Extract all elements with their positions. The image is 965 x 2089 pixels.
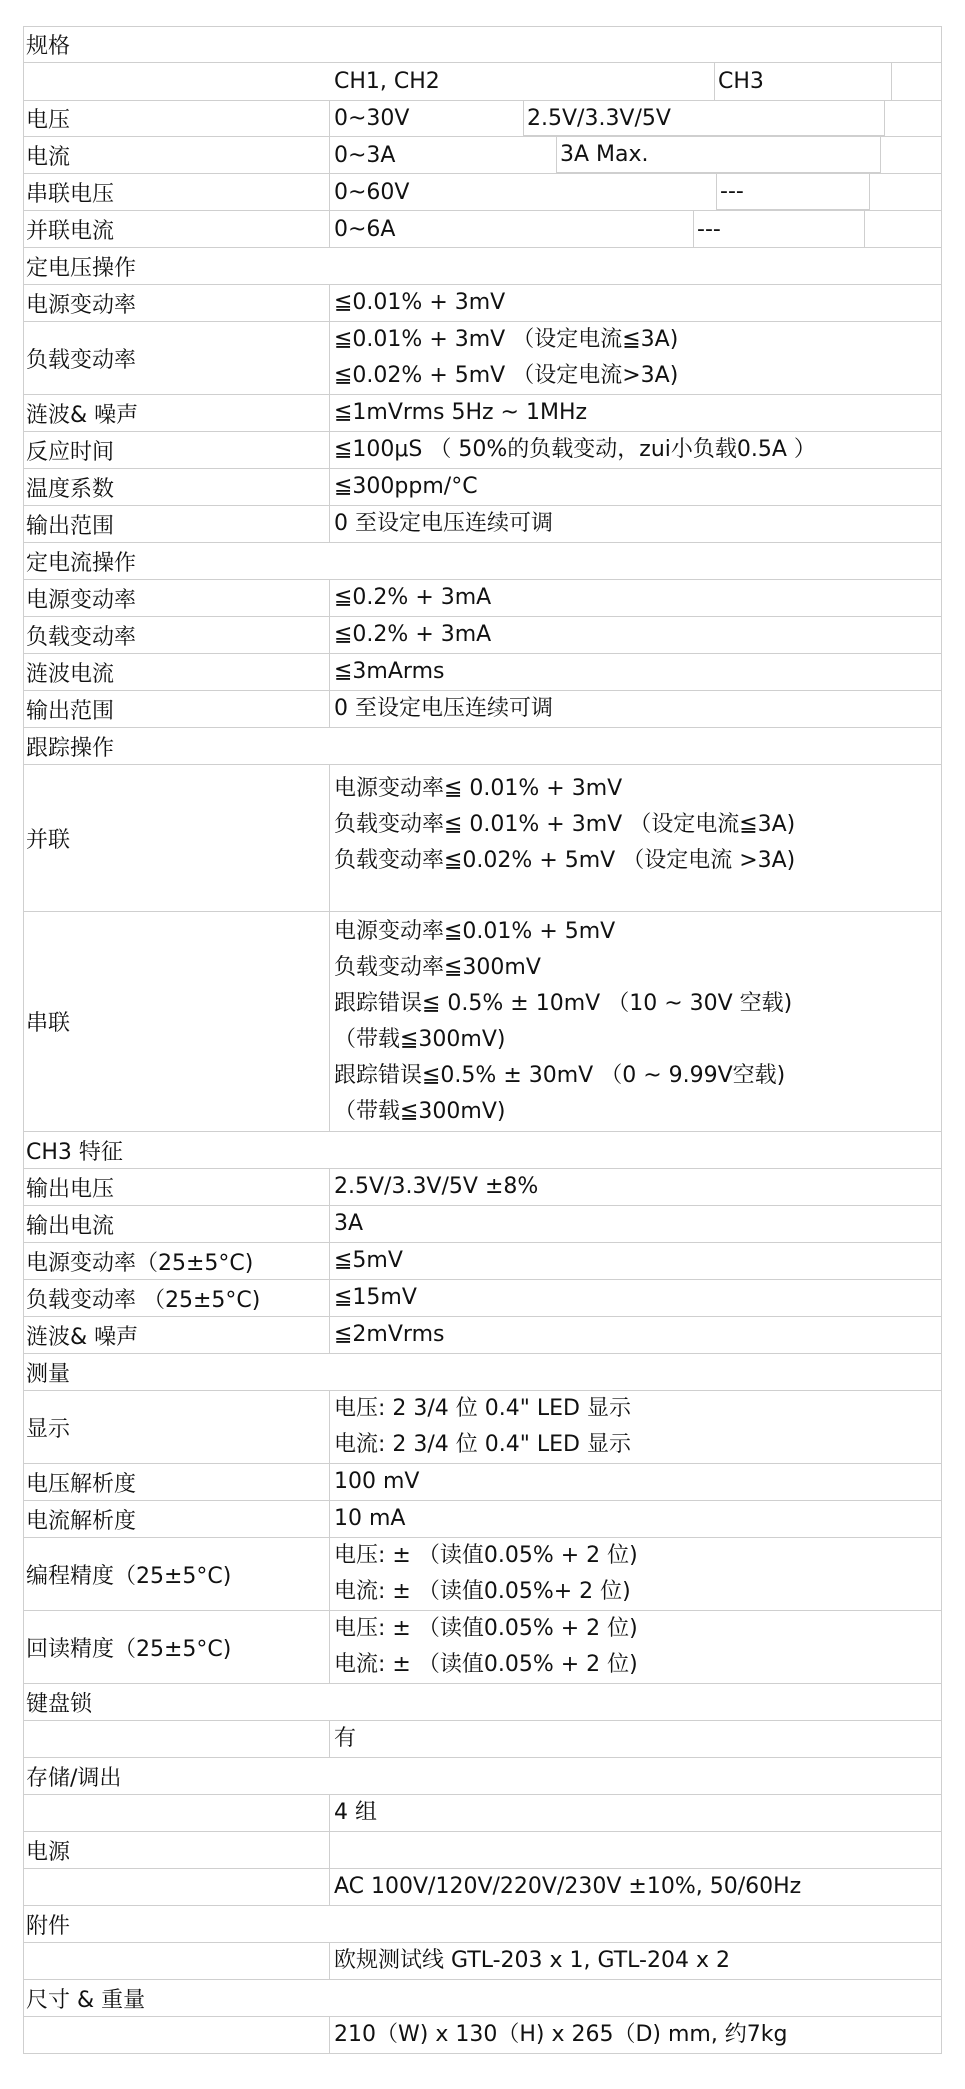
row-label: 涟波& 噪声 [24,395,330,431]
ch3-row [23,1169,942,1206]
section-title: 定电压操作 [26,255,137,281]
row-label: 电压 [24,101,330,136]
cc-row [23,691,942,728]
ch3-row [23,1317,942,1354]
row-label: 并联电流 [24,211,330,247]
row-value [331,1611,941,1683]
section-title: 跟踪操作 [26,735,115,761]
section-title: 存储/调出 [26,1765,122,1791]
row-value [331,1206,941,1242]
row-label [24,1795,330,1831]
section-title: 电源 [24,1832,330,1868]
store-recall-row [23,1795,942,1832]
measure-row [23,1611,942,1684]
value-line: 电流: ± （读值0.05% + 2 位) [334,1652,638,1677]
cv-section-header [23,248,942,285]
row-label: 温度系数 [24,469,330,505]
value-line: 2.5V/3.3V/5V ±8% [334,1174,539,1199]
section-title: 尺寸 & 重量 [26,1987,146,2013]
row-value [331,285,941,321]
row-label [24,1869,330,1905]
ch3-section-header [23,1132,942,1169]
row-value [331,1538,941,1610]
row-label: 涟波电流 [24,654,330,690]
row-value [331,691,941,727]
row-value [331,506,941,542]
row-value [331,469,941,505]
value-line: 跟踪错误≦ 0.5% ± 10mV （10 ~ 30V 空载) [334,990,793,1016]
row-value [331,395,941,431]
ch3-value: --- [716,174,870,210]
row-label: 串联 [24,912,330,1131]
value-line: 电压: ± （读值0.05% + 2 位) [334,1543,638,1568]
row-value [331,765,941,911]
value-line: 负载变动率≦0.02% + 5mV （设定电流 >3A) [334,848,796,873]
row-value [331,1943,941,1979]
row-label [24,1943,330,1979]
value-line: 0 至设定电压连续可调 [334,696,553,721]
row-label: 输出范围 [24,691,330,727]
spec-title: 规格 [26,34,71,59]
ch3-row [23,1280,942,1317]
value-line: 有 [334,1726,357,1751]
row-label: 电源变动率（25±5°C) [24,1243,330,1279]
current-row [23,137,942,174]
value-line: 电压: ± （读值0.05% + 2 位) [334,1616,638,1641]
section-title: 键盘锁 [26,1691,93,1717]
row-label [24,1721,330,1757]
value-line: 10 mA [334,1506,406,1531]
row-value [331,912,941,1131]
measure-row [23,1464,942,1501]
ch3-value: 3A Max. [556,137,881,173]
value-line: 100 mV [334,1469,420,1494]
row-value [331,1464,941,1500]
value-line: ≦0.02% + 5mV （设定电流>3A) [334,363,679,388]
cv-row [23,506,942,543]
value-line: 负载变动率≦ 0.01% + 3mV （设定电流≦3A) [334,812,796,837]
row-label: 负载变动率 [24,617,330,653]
value-line: 210（W) x 130（H) x 265（D) mm, 约7kg [334,2022,788,2047]
row-label: 并联 [24,765,330,911]
value-line: ≦5mV [334,1248,403,1273]
row-label: 负载变动率 [24,322,330,394]
measure-section-header [23,1354,942,1391]
row-label: 反应时间 [24,432,330,468]
value-line: ≦0.01% + 3mV （设定电流≦3A) [334,327,679,352]
value-line: ≦100μS （ 50%的负载变动，zui小负载0.5A ） [334,437,816,462]
row-value [331,617,941,653]
value-line: ≦3mArms [334,659,445,684]
ch12-value: 0~30V [334,106,410,131]
row-value [331,1280,941,1316]
value-line: 欧规测试线 GTL-203 x 1, GTL-204 x 2 [334,1948,730,1973]
value-line: 电源变动率≦0.01% + 5mV [334,918,616,944]
row-label: 电流 [24,137,330,173]
value-line: ≦1mVrms 5Hz ~ 1MHz [334,400,588,425]
measure-row [23,1538,942,1611]
value-line: AC 100V/120V/220V/230V ±10%, 50/60Hz [334,1874,802,1899]
row-value [331,432,941,468]
ch3-header: CH3 [714,63,892,100]
row-value [331,1243,941,1279]
spec-table [23,26,942,2054]
value-line: ≦15mV [334,1285,417,1310]
value-line: 0 至设定电压连续可调 [334,511,553,536]
ch12-header: CH1, CH2 [334,69,440,94]
section-title: 定电流操作 [26,550,137,576]
tracking-row [23,765,942,912]
cv-row [23,432,942,469]
value-line: 负载变动率≦300mV [334,954,541,980]
row-value [331,654,941,690]
row-label: 显示 [24,1391,330,1463]
value-line: 跟踪错误≦0.5% ± 30mV （0 ~ 9.99V空载) [334,1062,786,1088]
value-line: ≦300ppm/°C [334,474,478,499]
row-value [331,2017,941,2053]
value-line: 电压: 2 3/4 位 0.4" LED 显示 [334,1396,631,1421]
row-value [331,322,941,394]
row-value [331,580,941,616]
value-line: 电流: 2 3/4 位 0.4" LED 显示 [334,1432,631,1457]
cv-row [23,322,942,395]
value-line: ≦0.2% + 3mA [334,585,492,610]
row-label: 输出范围 [24,506,330,542]
ch12-value: 0~3A [334,142,396,168]
row-label: 串联电压 [24,174,330,210]
row-label: 负载变动率 （25±5°C) [24,1280,330,1316]
row-value [331,1169,941,1205]
tracking-row [23,912,942,1132]
row-label [24,2017,330,2053]
row-label: 输出电压 [24,1169,330,1205]
cv-row [23,395,942,432]
row-label: 电源变动率 [24,580,330,616]
channel-header-row [23,63,942,100]
parallel-current-row [23,211,942,248]
dimensions-row [23,2017,942,2054]
value-line: 电源变动率≦ 0.01% + 3mV [334,776,623,801]
series-voltage-row [23,174,942,211]
row-value [331,1869,941,1905]
keyboard-lock-row [23,1721,942,1758]
row-label: 电流解析度 [24,1501,330,1537]
row-value [331,1317,941,1353]
keyboard-lock-header [23,1684,942,1721]
store-recall-header [23,1758,942,1795]
accessories-row [23,1943,942,1980]
row-label: 涟波& 噪声 [24,1317,330,1353]
value-line: 电流: ± （读值0.05%+ 2 位) [334,1579,631,1604]
accessories-header [23,1906,942,1943]
row-label: 电压解析度 [24,1464,330,1500]
section-title: 附件 [26,1913,71,1939]
measure-row [23,1391,942,1464]
ch3-value: --- [693,211,865,247]
dimensions-header [23,1980,942,2017]
row-label: 编程精度（25±5°C) [24,1538,330,1610]
cc-section-header [23,543,942,580]
cc-row [23,654,942,691]
cc-row [23,617,942,654]
power-row [23,1869,942,1906]
power-header [23,1832,942,1869]
cv-row [23,469,942,506]
value-line: 3A [334,1211,364,1236]
section-title: CH3 特征 [26,1139,123,1165]
value-line: （带载≦300mV) [334,1026,506,1052]
row-value [331,1795,941,1831]
section-title: 测量 [26,1361,71,1387]
ch3-row [23,1206,942,1243]
ch3-row [23,1243,942,1280]
value-line: （带载≦300mV) [334,1098,506,1124]
row-value [331,1391,941,1463]
tracking-section-header [23,728,942,765]
measure-row [23,1501,942,1538]
spec-header-row [23,26,942,63]
ch12-value: 0~6A [334,216,396,242]
value-line: ≦2mVrms [334,1322,445,1347]
cv-row [23,285,942,322]
row-value [331,1501,941,1537]
voltage-row [23,100,942,137]
row-label: 回读精度（25±5°C) [24,1611,330,1683]
cc-row [23,580,942,617]
value-line: 4 组 [334,1800,377,1825]
row-label: 电源变动率 [24,285,330,321]
value-line: ≦0.2% + 3mA [334,622,492,647]
row-label: 输出电流 [24,1206,330,1242]
value-line: ≦0.01% + 3mV [334,290,506,315]
ch3-value: 2.5V/3.3V/5V [523,101,885,136]
ch12-value: 0~60V [334,179,410,205]
row-value [331,1721,941,1757]
